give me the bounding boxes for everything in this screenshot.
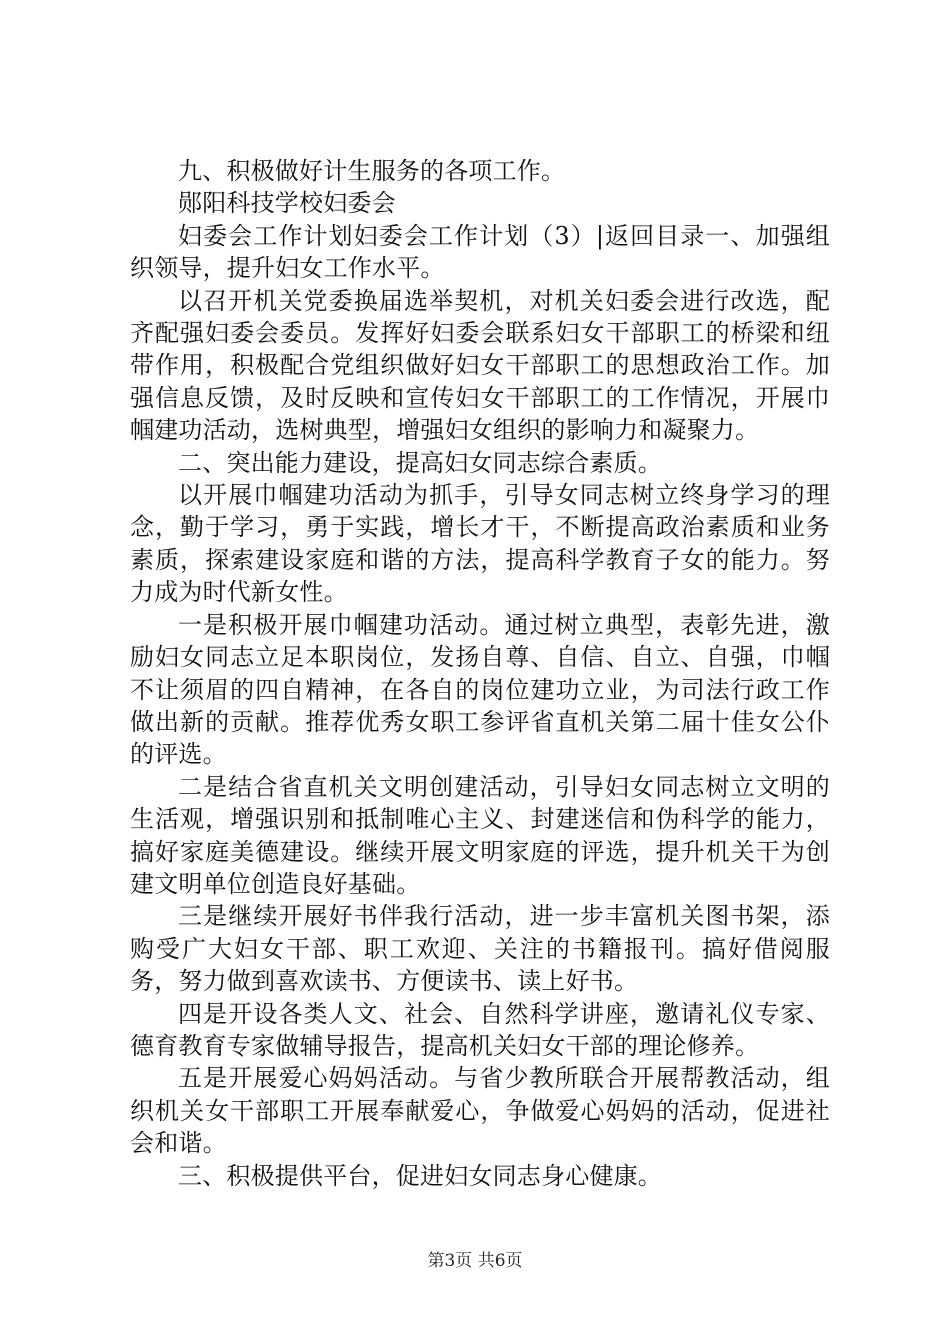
paragraph-section-two-heading: 二、突出能力建设，提高妇女同志综合素质。 [178,448,662,477]
paragraph-section-three-heading: 三、积极提供平台，促进妇女同志身心健康。 [178,1161,662,1190]
document-body [130,155,830,1192]
page-number-footer: 第3页 共6页 [427,1251,523,1271]
paragraph-item-four: 四是开设各类人文、社会、自然科学讲座，邀请礼仪专家、德育教育专家做辅导报告，提高机关妇女干部的理论修养。 [130,999,830,1060]
paragraph-plan-heading: 妇委会工作计划妇委会工作计划（3）|返回目录一、加强组织领导，提升妇女工作水平。 [130,221,830,283]
paragraph-lifelong-learning: 以开展巾帼建功活动为抓手，引导女同志树立终身学习的理念，勤于学习，勇于实践，增长才干，不断提高政治素质和业务素质，探索建设家庭和谐的方法，提高科学教育子女的能力。努力成为时代新女性。 [130,481,830,607]
paragraph-reelection: 以召开机关党委换届选举契机，对机关妇委会进行改选，配齐配强妇委会委员。发挥好妇委会联系妇女干部职工的桥梁和纽带作用，积极配合党组织做好妇女干部职工的思想政治工作。加强信息反馈，及时反映和宣传妇女干部职工的工作情况，开展巾帼建功活动，选树典型，增强妇女组织的影响力和凝聚力。 [130,286,830,445]
paragraph-school-committee: 郧阳科技学校妇委会 [178,189,396,218]
paragraph-item-one: 一是积极开展巾帼建功活动。通过树立典型，表彰先进，激励妇女同志立足本职岗位，发扬自尊、自信、自立、自强，巾帼不让须眉的四自精神，在各自的岗位建功立业，为司法行政工作做出新的贡献。推荐优秀女职工参评省直机关第二届十佳女公仆的评选。 [130,610,830,769]
paragraph-item-three: 三是继续开展好书伴我行活动，进一步丰富机关图书架，添购受广大妇女干部、职工欢迎、关注的书籍报刊。搞好借阅服务，努力做到喜欢读书、方便读书、读上好书。 [130,902,830,996]
paragraph-family-planning: 九、积极做好计生服务的各项工作。 [178,157,566,185]
paragraph-item-five: 五是开展爱心妈妈活动。与省少教所联合开展帮教活动，组织机关女干部职工开展奉献爱心，争做爱心妈妈的活动，促进社会和谐。 [130,1064,830,1158]
paragraph-item-two: 二是结合省直机关文明创建活动，引导妇女同志树立文明的生活观，增强识别和抵制唯心主义、封建迷信和伪科学的能力，搞好家庭美德建设。继续开展文明家庭的评选，提升机关干为创建文明单位创造良好基础。 [130,772,830,898]
